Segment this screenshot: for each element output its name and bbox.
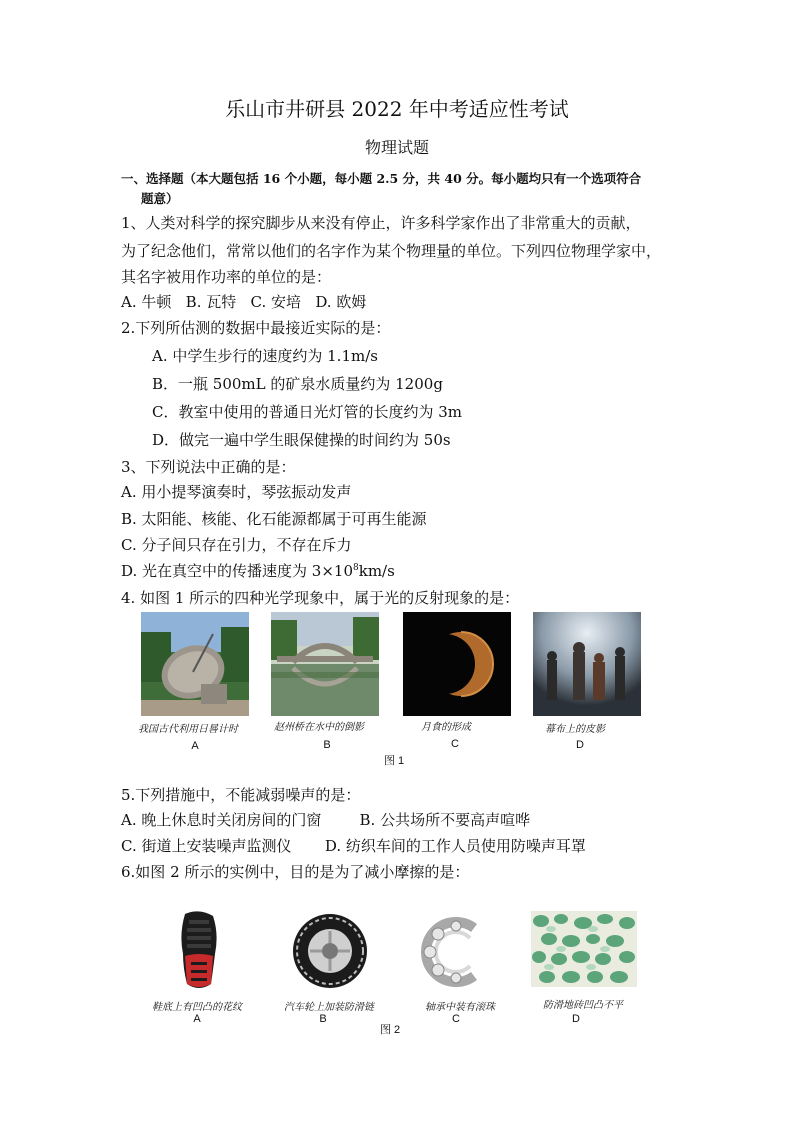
fig2-caption-a: 鞋底上有凹凸的花纹 [152, 1002, 242, 1013]
fig2-label-d: D [572, 1013, 580, 1025]
fig1-caption-a: 我国古代利用日晷计时 [138, 724, 238, 735]
tire-chain-photo [289, 912, 371, 990]
fig2-caption-b: 汽车轮上加装防滑链 [284, 1002, 374, 1013]
q2-option-d: D．做完一遍中学生眼保健操的时间约为 50s [152, 431, 451, 449]
q1-line3: 其名字被用作功率的单位的是： [121, 268, 332, 286]
q5-stem: 5.下列措施中，不能减弱噪声的是： [121, 786, 361, 804]
q2-option-c: C．教室中使用的普通日光灯管的长度约为 3m [152, 403, 463, 421]
shadow-puppet-photo [533, 612, 641, 716]
ball-bearing-photo [418, 914, 484, 990]
lunar-eclipse-photo [403, 612, 511, 716]
q4-stem: 4. 如图 1 所示的四种光学现象中，属于光的反射现象的是： [121, 589, 520, 607]
q3-option-b: B. 太阳能、核能、化石能源都属于可再生能源 [121, 510, 427, 528]
anti-slip-tile-photo [531, 911, 637, 987]
fig1-caption-c: 月食的形成 [421, 722, 471, 733]
exam-subtitle: 物理试题 [364, 138, 429, 157]
fig2-label-c: C [452, 1013, 460, 1025]
q3-option-d-text: D. 光在真空中的传播速度为 3×10 [121, 562, 353, 580]
fig1-label-b: B [323, 739, 331, 751]
figure-2-label: 图 2 [380, 1024, 401, 1036]
bridge-reflection-photo [271, 612, 379, 716]
q2-option-a: A. 中学生步行的速度约为 1.1m/s [152, 347, 378, 365]
q5-options-cd: C. 街道上安装噪声监测仪 D. 纺织车间的工作人员使用防噪声耳罩 [121, 837, 586, 855]
fig1-label-d: D [576, 739, 584, 751]
section-heading [121, 169, 681, 209]
fig2-label-b: B [319, 1013, 327, 1025]
sundial-photo [141, 612, 249, 716]
q3-stem: 3、下列说法中正确的是： [121, 458, 296, 476]
fig1-label-a: A [191, 740, 199, 752]
section-heading-line2: 题意） [141, 191, 179, 206]
q2-stem: 2.下列所估测的数据中最接近实际的是： [121, 319, 391, 337]
fig2-caption-d: 防滑地砖凹凸不平 [543, 1000, 623, 1011]
fig1-caption-b: 赵州桥在水中的倒影 [274, 722, 364, 733]
q3-option-c: C. 分子间只存在引力，不存在斥力 [121, 536, 352, 554]
section-heading-line1: 一、选择题（本大题包括 16 个小题，每小题 2.5 分，共 40 分。每小题均只有一个选项符合 [121, 171, 642, 186]
fig2-caption-c: 轴承中装有滚珠 [425, 1002, 495, 1013]
fig1-label-c: C [451, 738, 459, 750]
figure-1-label: 图 1 [384, 755, 405, 767]
q6-stem: 6.如图 2 所示的实例中，目的是为了减小摩擦的是： [121, 863, 470, 881]
exam-title: 乐山市井研县 2022 年中考适应性考试 [225, 97, 569, 121]
q1-line1: 1、人类对科学的探究脚步从来没有停止，许多科学家作出了非常重大的贡献， [121, 214, 641, 232]
q5-options-ab: A. 晚上休息时关闭房间的门窗 B. 公共场所不要高声喧哗 [121, 811, 531, 829]
q2-option-b: B．一瓶 500mL 的矿泉水质量约为 1200g [152, 375, 443, 393]
shoe-sole-photo [175, 910, 223, 990]
q3-option-d-unit: km/s [358, 562, 395, 580]
q3-option-a: A. 用小提琴演奏时，琴弦振动发声 [121, 483, 352, 501]
q3-option-d [121, 560, 395, 581]
q1-options: A. 牛顿 B. 瓦特 C. 安培 D. 欧姆 [121, 293, 367, 311]
q1-line2: 为了纪念他们，常常以他们的名字作为某个物理量的单位。下列四位物理学家中， [121, 242, 662, 260]
fig1-caption-d: 幕布上的皮影 [545, 724, 605, 735]
fig2-label-a: A [193, 1013, 201, 1025]
q3-option-d-exponent: 8 [353, 563, 359, 573]
